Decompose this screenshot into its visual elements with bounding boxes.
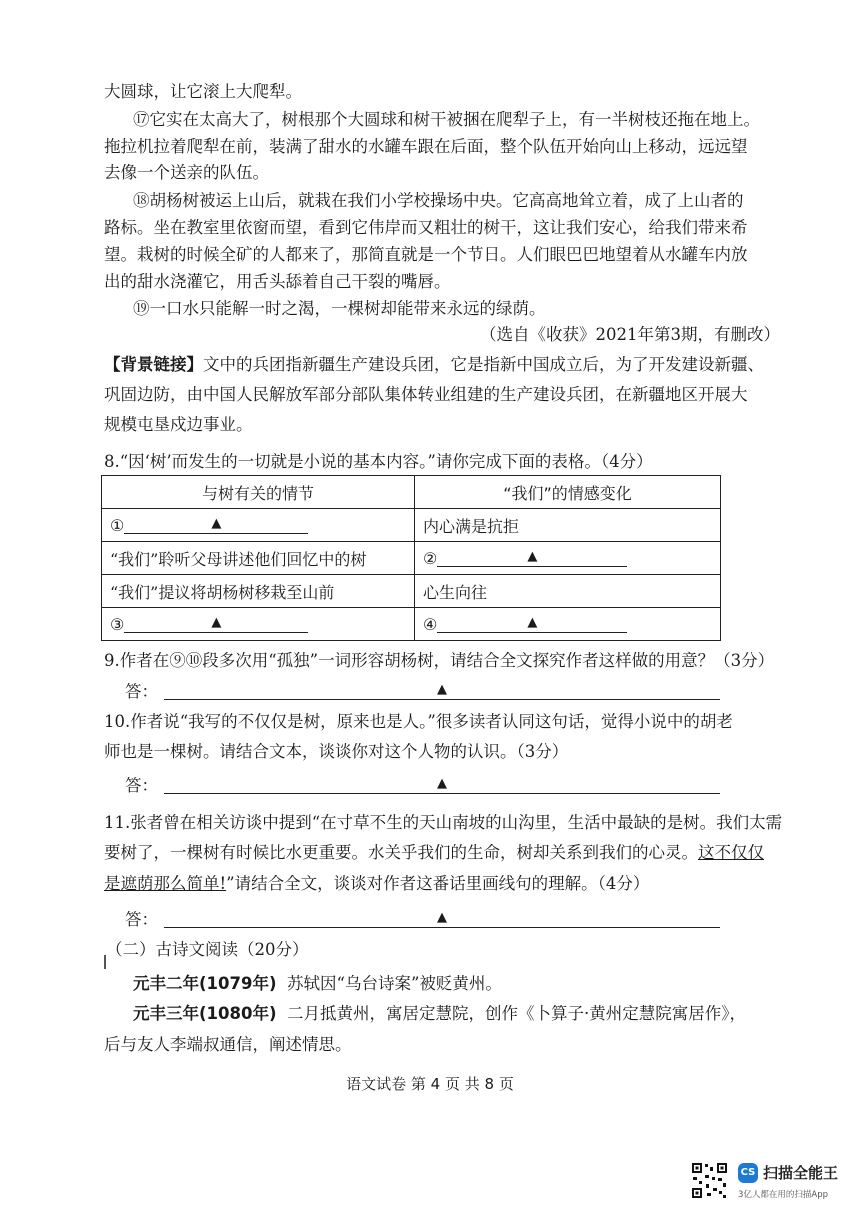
source-note: （选自《收获》2021年第3期，有删改）: [480, 325, 780, 344]
paragraph-17-line-1: ⑰它实在太高大了，树根那个大圆球和树干被捆在爬犁子上，有一半树枝还拖在地上。: [133, 110, 760, 129]
answer-label: 答：: [125, 910, 158, 929]
answer-blank-1[interactable]: [124, 515, 308, 534]
camscanner-tagline: 3亿人都在用的扫描App: [738, 1190, 829, 1200]
table-row: [102, 575, 721, 608]
table-cell: [415, 542, 721, 575]
question-8-prompt: 8.“因‘树’而发生的一切就是小说的基本内容。”请你完成下面的表格。（4分）: [104, 452, 653, 471]
table-row: [102, 509, 721, 542]
question-11-line-2: [104, 843, 764, 863]
paragraph-19: ⑲一口水只能解一时之渴，一棵树却能带来永远的绿荫。: [133, 299, 546, 318]
blank-number: ①: [110, 516, 125, 535]
table-cell: [102, 509, 415, 542]
answer-line-q9[interactable]: [164, 681, 720, 700]
question-10-answer: [125, 775, 720, 796]
paragraph-18-line-2: 路标。坐在教室里依窗而望，看到它伟岸而又粗壮的树干，这让我们安心，给我们带来希: [104, 218, 748, 237]
paragraph-18-line-4: 出的甜水浇灌它，用舌头舔着自己干裂的嘴唇。: [104, 272, 451, 291]
background-line-2: 巩固边防，由中国人民解放军部分部队集体转业组建的生产建设兵团，在新疆地区开展大: [104, 385, 748, 404]
qr-code-icon: [691, 1162, 728, 1199]
question-11-line-1: 11.张者曾在相关访谈中提到“在寸草不生的天山南坡的山沟里，生活中最缺的是树。我们太需: [104, 813, 783, 832]
table-header-emotion: “我们”的情感变化: [415, 476, 721, 509]
blank-triangle-icon: ▲: [437, 910, 447, 925]
table-cell: “我们”提议将胡杨树移栽至山前: [102, 575, 415, 608]
table-cell: 内心满是抗拒: [415, 509, 721, 542]
timeline-text: 二月抵黄州，寓居定慧院，创作《卜算子·黄州定慧院寓居作》，: [287, 1004, 747, 1023]
table-header-plot: 与树有关的情节: [102, 476, 415, 509]
background-label: 【背景链接】: [104, 355, 203, 374]
timeline-1079: [133, 974, 502, 994]
answer-blank-3[interactable]: [124, 614, 308, 633]
blank-triangle-icon: ▲: [437, 682, 447, 697]
blank-triangle-icon: ▲: [527, 615, 538, 630]
paragraph-18-line-3: 望。栽树的时候全矿的人都来了，那简直就是一个节日。人们眼巴巴地望着从水罐车内放: [104, 245, 748, 264]
camscanner-logo-icon: CS: [738, 1163, 758, 1183]
background-line-1: [104, 355, 764, 375]
background-text-1: 文中的兵团指新疆生产建设兵团，它是指新中国成立后，为了开发建设新疆、: [203, 355, 764, 374]
background-line-3: 规模屯垦戍边事业。: [104, 415, 253, 434]
timeline-1080: [133, 1004, 746, 1024]
paragraph-18-line-1: ⑱胡杨树被运上山后，就栽在我们小学校操场中央。它高高地耸立着，成了上山者的: [133, 191, 744, 210]
table-cell: 心生向往: [415, 575, 721, 608]
table-cell: “我们”聆听父母讲述他们回忆中的树: [102, 542, 415, 575]
section-2-title: （二）古诗文阅读（20分）: [106, 940, 309, 959]
paragraph-16-tail: 大圆球，让它滚上大爬犁。: [104, 82, 302, 101]
timeline-text: 苏轼因“乌台诗案”被贬黄州。: [287, 974, 502, 993]
blank-number: ④: [423, 615, 438, 634]
table-cell: [102, 608, 415, 641]
question-11-line-3: [104, 874, 649, 894]
blank-triangle-icon: ▲: [527, 549, 538, 564]
timeline-continuation: 后与友人李端叔通信，阐述情思。: [104, 1035, 352, 1054]
answer-label: 答：: [125, 776, 158, 795]
page-footer: 语文试卷 第 4 页 共 8 页: [346, 1075, 514, 1093]
question-11-text: 要树了，一棵树有时候比水更重要。水关乎我们的生命，树却关系到我们的心灵。: [104, 843, 698, 862]
answer-blank-4[interactable]: [437, 614, 627, 633]
question-10-line-1: 10.作者说“我写的不仅仅是树，原来也是人。”很多读者认同这句话，觉得小说中的胡老: [104, 712, 733, 731]
question-11-answer: [125, 909, 720, 930]
answer-line-q11[interactable]: [164, 909, 720, 928]
camscanner-brand: 扫描全能王: [763, 1164, 839, 1182]
question-11-text: ”请结合全文，谈谈对作者这番话里画线句的理解。（4分）: [226, 874, 650, 893]
year-label: 元丰二年(1079年): [133, 974, 277, 993]
table-row: [102, 608, 721, 641]
table-cell: [415, 608, 721, 641]
underlined-sentence-part-2: 是遮荫那么简单!: [104, 874, 227, 893]
blank-number: ③: [110, 615, 125, 634]
question-9-answer: [125, 681, 720, 702]
table-row: [102, 542, 721, 575]
answer-blank-2[interactable]: [437, 548, 627, 567]
answer-line-q10[interactable]: [164, 775, 720, 794]
blank-number: ②: [423, 549, 438, 568]
paragraph-17-line-3: 去像一个送亲的队伍。: [104, 163, 269, 182]
blank-triangle-icon: ▲: [211, 516, 222, 531]
question-10-line-2: 师也是一棵树。请结合文本，谈谈你对这个人物的认识。（3分）: [104, 742, 569, 761]
question-9-prompt: 9.作者在⑨⑩段多次用“孤独”一词形容胡杨树，请结合全文探究作者这样做的用意？（3分）: [104, 651, 775, 670]
blank-triangle-icon: ▲: [211, 615, 222, 630]
paragraph-17-line-2: 拖拉机拉着爬犁在前，装满了甜水的水罐车跟在后面，整个队伍开始向山上移动，远远望: [104, 137, 748, 156]
year-label: 元丰三年(1080年): [133, 1004, 277, 1023]
answer-label: 答：: [125, 682, 158, 701]
plot-emotion-table: [101, 475, 721, 641]
underlined-sentence-part-1: 这不仅仅: [698, 843, 764, 862]
table-header-row: [102, 476, 721, 509]
blank-triangle-icon: ▲: [437, 776, 447, 791]
